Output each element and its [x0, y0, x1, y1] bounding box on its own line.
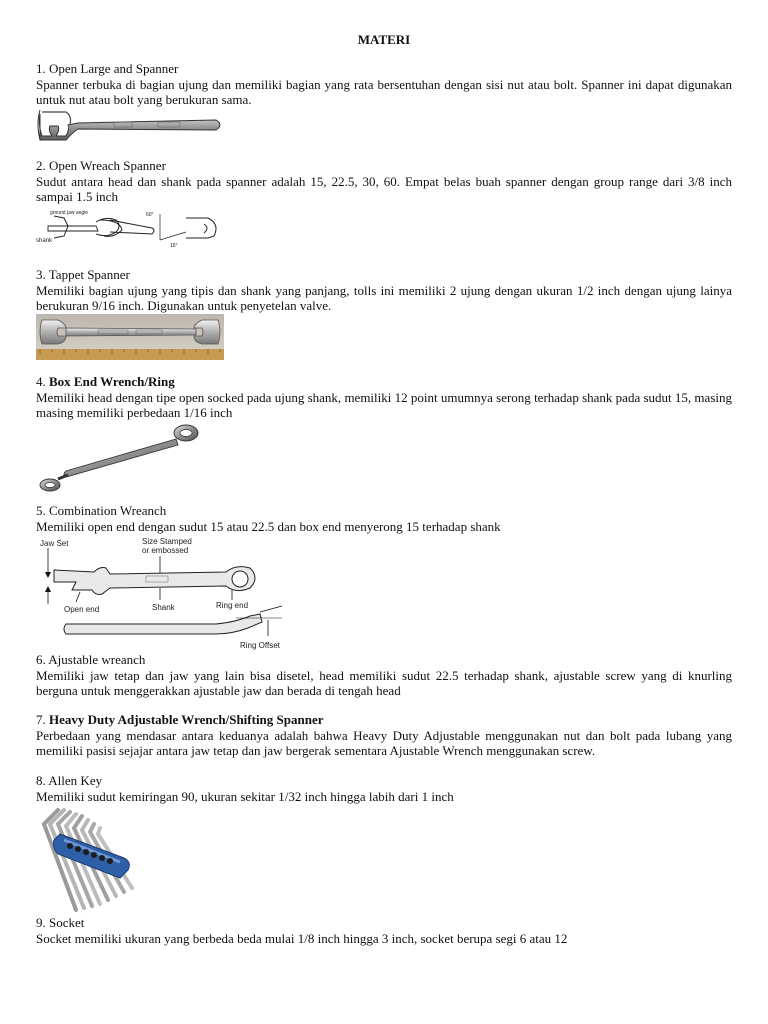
section-heading: 7. Heavy Duty Adjustable Wrench/Shifting Spanner	[36, 712, 324, 727]
angle-label: 15°	[170, 243, 178, 248]
section-adjustable-wrench	[36, 652, 732, 699]
allen-key-set-image	[40, 804, 152, 914]
section-body: Spanner terbuka di bagian ujung dan memiliki bagian yang rata bersentuhan dengan sisi nut atau bolt. Spanner ini dapat digunakan untuk nut atau bolt yang berukuran sama.	[36, 76, 732, 107]
section-heading: 9. Socket	[36, 915, 85, 930]
section-tappet-spanner	[36, 267, 732, 314]
section-open-wreach-spanner	[36, 158, 732, 205]
section-heading: 8. Allen Key	[36, 773, 103, 788]
open-wrench-angle-diagram	[36, 206, 222, 248]
section-body: Memiliki open end dengan sudut 15 atau 22.5 dan box end menyerong 15 terhadap shank	[36, 518, 501, 534]
section-body: Socket memiliki ukuran yang berbeda beda mulai 1/8 inch hingga 3 inch, socket berupa segi 6 atau 12	[36, 930, 568, 946]
jaw-label: ground jaw angle	[50, 210, 89, 216]
box-end-wrench-image	[36, 421, 206, 497]
section-heavy-duty-wrench	[36, 712, 732, 759]
section-body: Memiliki bagian ujung yang tipis dan shank yang panjang, tolls ini memiliki 2 ujung dengan ukuran 1/2 inch dengan ujung lainya berukuran 9/16 inch. Digunakan untuk penyetelan valve.	[36, 282, 732, 313]
section-heading: 3. Tappet Spanner	[36, 267, 130, 282]
section-allen-key	[36, 773, 732, 804]
section-heading: 5. Combination Wreanch	[36, 503, 167, 518]
section-body: Perbedaan yang mendasar antara keduanya adalah bahwa Heavy Duty Adjustable menggunakan nut dan bolt pada lubang yang memiliki pasisi sejajar antara jaw tetap dan jaw bergerak sementara Ajustable Wrench menggunakan screw.	[36, 727, 732, 758]
size-stamped-label: Size Stamped	[142, 537, 192, 546]
section-body: Memiliki head dengan tipe open socked pada ujung shank, memiliki 12 point umumnya serong terhadap shank pada sudut 15, masing masing memiliki perbedaan 1/16 inch	[36, 389, 732, 420]
section-heading: 1. Open Large and Spanner	[36, 61, 179, 76]
shank-label: Shank	[152, 603, 175, 612]
open-end-label: Open end	[64, 605, 100, 614]
shank-label: shank	[36, 238, 53, 244]
tappet-spanner-image	[36, 314, 224, 360]
section-heading: 6. Ajustable wreanch	[36, 652, 146, 667]
section-open-large-spanner	[36, 61, 732, 108]
jaw-set-label: Jaw Set	[40, 539, 69, 548]
open-spanner-image	[36, 106, 226, 144]
section-body: Memiliki jaw tetap dan jaw yang lain bisa disetel, head memiliki sudut 22.5 terhadap shank, ajustable screw yang di knurling berguna untuk menggerakkan ajustable jaw dan berada di tengah head	[36, 667, 732, 698]
angle-label: 60°	[146, 212, 154, 218]
section-body: Sudut antara head dan shank pada spanner adalah 15, 22.5, 30, 60. Empat belas buah spanner dengan group range dari 3/8 inch sampai 1.5 inch	[36, 173, 732, 204]
combination-wrench-diagram	[36, 536, 288, 652]
ring-offset-label: Ring Offset	[240, 641, 280, 650]
section-body: Memiliki sudut kemiringan 90, ukuran sekitar 1/32 inch hingga labih dari 1 inch	[36, 788, 454, 804]
section-box-end-wrench	[36, 374, 732, 421]
page-title: MATERI	[357, 32, 411, 47]
section-heading: 2. Open Wreach Spanner	[36, 158, 166, 173]
section-socket	[36, 915, 732, 946]
ring-end-label: Ring end	[216, 601, 249, 610]
section-combination-wrench	[36, 503, 732, 534]
size-stamped-label-2: or embossed	[142, 546, 189, 555]
section-heading: 4. Box End Wrench/Ring	[36, 374, 175, 389]
